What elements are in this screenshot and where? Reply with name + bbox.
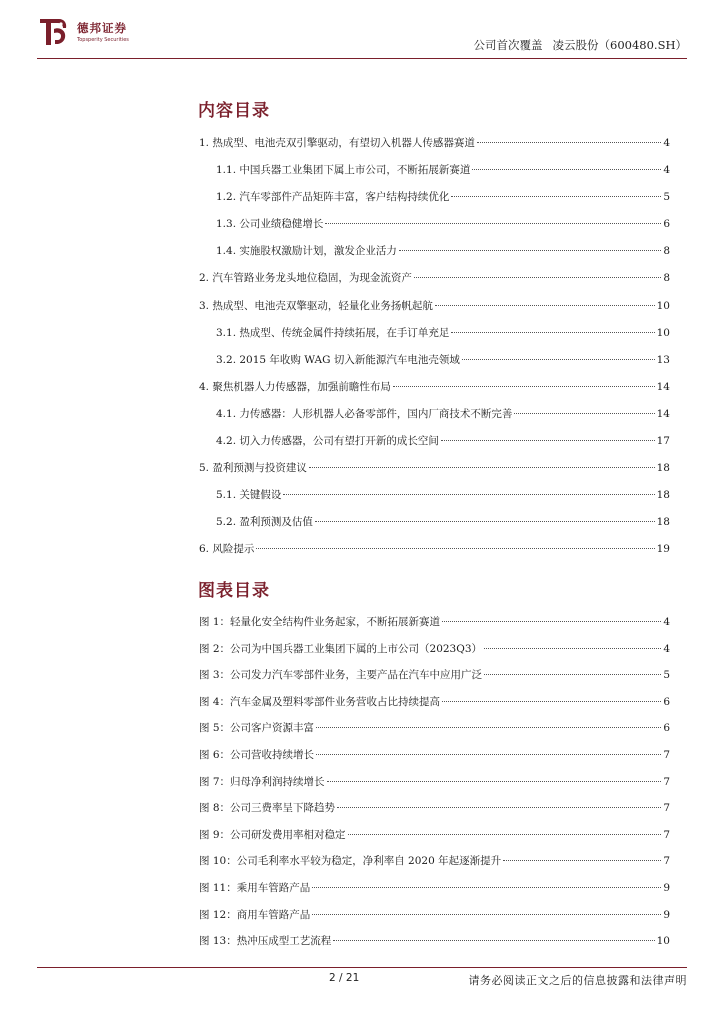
toc-item-title: 5.1. 关键假设	[216, 489, 282, 502]
toc-leader	[315, 521, 655, 522]
footer-disclaimer: 请务必阅读正文之后的信息披露和法律声明	[468, 974, 687, 987]
toc-leader	[503, 860, 661, 861]
toc-item-1-4[interactable]	[199, 243, 670, 270]
toc-item-page: 8	[663, 272, 670, 285]
figure-item-title: 图 11：乘用车管路产品	[199, 881, 311, 894]
toc-leader	[316, 754, 661, 755]
toc-item-title: 1.3. 公司业绩稳健增长	[216, 218, 324, 231]
figure-item-1[interactable]	[199, 614, 670, 641]
figure-item-page: 7	[663, 802, 670, 815]
logo-name-en: Topsperity Securities	[77, 37, 129, 43]
toc-item-title: 4. 聚焦机器人力传感器，加强前瞻性布局	[199, 380, 391, 393]
toc-leader	[337, 807, 661, 808]
toc-leader	[327, 781, 662, 782]
toc-leader	[472, 169, 661, 170]
toc-item-1-2[interactable]	[199, 189, 670, 216]
toc-item-title: 1. 热成型、电池壳双引擎驱动，有望切入机器人传感器赛道	[199, 137, 475, 149]
toc-item-title: 6. 风险提示	[199, 543, 255, 556]
figure-item-13[interactable]	[199, 933, 670, 960]
toc-leader	[348, 834, 662, 835]
toc-leader	[309, 467, 655, 468]
toc-item-6[interactable]	[199, 541, 670, 568]
toc-leader	[312, 914, 661, 915]
figure-item-title: 图 2：公司为中国兵器工业集团下属的上市公司（2023Q3）	[199, 642, 483, 655]
toc-leader	[442, 621, 661, 622]
figure-item-title: 图 13：热冲压成型工艺流程	[199, 935, 332, 948]
toc-leader	[514, 413, 654, 414]
contents-list	[199, 135, 670, 569]
company-logo	[37, 15, 147, 49]
figure-item-title: 图 12：商用车管路产品	[199, 908, 311, 921]
figure-item-title: 图 5：公司客户资源丰富	[199, 722, 315, 735]
figure-item-11[interactable]	[199, 880, 670, 907]
toc-leader	[393, 386, 655, 387]
toc-leader	[451, 332, 654, 333]
figure-item-page: 7	[663, 748, 670, 761]
figure-item-title: 图 10：公司毛利率水平较为稳定，净利率自 2020 年起逐渐提升	[199, 855, 502, 868]
toc-leader	[256, 548, 654, 549]
figure-item-page: 9	[663, 881, 670, 894]
toc-item-page: 5	[663, 191, 670, 204]
figure-item-page: 7	[663, 855, 670, 868]
figure-item-page: 7	[663, 775, 670, 788]
toc-item-1[interactable]	[199, 135, 670, 162]
toc-leader	[312, 887, 661, 888]
page-number: 2 / 21	[329, 972, 360, 984]
company-stock: 凌云股份（600480.SH）	[552, 38, 687, 52]
toc-item-title: 1.1. 中国兵器工业集团下属上市公司，不断拓展新赛道	[216, 164, 471, 177]
figure-item-page: 4	[663, 642, 670, 655]
toc-item-4-2[interactable]	[199, 433, 670, 460]
figure-item-page: 9	[663, 908, 670, 921]
figure-item-page: 6	[663, 722, 670, 735]
figure-item-title: 图 6：公司营收持续增长	[199, 748, 315, 761]
toc-item-5-1[interactable]	[199, 487, 670, 514]
toc-item-title: 3. 热成型、电池壳双擎驱动，轻量化业务扬帆起航	[199, 299, 433, 312]
toc-leader	[316, 727, 661, 728]
figure-item-title: 图 7：归母净利润持续增长	[199, 775, 325, 788]
toc-leader	[442, 701, 661, 702]
toc-item-page: 19	[656, 543, 670, 556]
toc-item-page: 8	[663, 245, 670, 258]
toc-item-5-2[interactable]	[199, 514, 670, 541]
logo-icon	[37, 15, 71, 49]
toc-item-title: 5. 盈利预测与投资建议	[199, 462, 307, 475]
figure-item-page: 10	[656, 935, 670, 948]
toc-item-page: 10	[656, 299, 670, 312]
toc-item-page: 17	[656, 435, 670, 448]
figure-item-6[interactable]	[199, 747, 670, 774]
toc-leader	[441, 440, 655, 441]
figure-item-title: 图 9：公司研发费用率相对稳定	[199, 828, 346, 841]
toc-item-page: 13	[656, 353, 670, 366]
toc-leader	[414, 277, 661, 278]
toc-item-page: 4	[663, 137, 670, 149]
toc-item-page: 14	[656, 407, 670, 420]
toc-item-page: 4	[663, 164, 670, 177]
toc-leader	[451, 196, 661, 197]
page-header	[0, 0, 724, 62]
header-report-info	[474, 37, 687, 53]
figure-item-10[interactable]	[199, 853, 670, 880]
figure-item-9[interactable]	[199, 827, 670, 854]
toc-leader	[333, 940, 654, 941]
toc-item-5[interactable]	[199, 460, 670, 487]
toc-item-1-3[interactable]	[199, 216, 670, 243]
toc-leader	[283, 494, 654, 495]
toc-item-page: 10	[656, 326, 670, 339]
header-divider	[37, 58, 687, 59]
toc-item-title: 5.2. 盈利预测及估值	[216, 516, 313, 529]
toc-item-2[interactable]	[199, 270, 670, 297]
figures-heading: 图表目录	[198, 581, 270, 601]
toc-leader	[435, 305, 655, 306]
toc-item-title: 1.2. 汽车零部件产品矩阵丰富，客户结构持续优化	[216, 191, 450, 204]
toc-item-title: 2. 汽车管路业务龙头地位稳固，为现金流资产	[199, 272, 412, 285]
toc-item-page: 6	[663, 218, 670, 231]
toc-item-page: 14	[656, 380, 670, 393]
toc-item-1-1[interactable]	[199, 162, 670, 189]
toc-leader	[399, 250, 661, 251]
figure-item-title: 图 1：轻量化安全结构件业务起家，不断拓展新赛道	[199, 616, 441, 628]
figure-item-page: 4	[663, 616, 670, 628]
contents-heading: 内容目录	[198, 101, 270, 121]
toc-leader	[484, 674, 661, 675]
toc-leader	[484, 648, 661, 649]
report-type: 公司首次覆盖	[473, 38, 543, 52]
toc-item-title: 4.2. 切入力传感器，公司有望打开新的成长空间	[216, 435, 439, 448]
toc-item-3-1[interactable]	[199, 325, 670, 352]
logo-name-cn: 德邦证券	[77, 21, 127, 35]
figure-item-12[interactable]	[199, 907, 670, 934]
toc-item-page: 18	[656, 462, 670, 475]
toc-item-title: 3.2. 2015 年收购 WAG 切入新能源汽车电池壳领域	[216, 353, 460, 366]
figure-item-page: 6	[663, 695, 670, 708]
figure-item-title: 图 3：公司发力汽车零部件业务，主要产品在汽车中应用广泛	[199, 669, 483, 682]
toc-item-4-1[interactable]	[199, 406, 670, 433]
toc-item-title: 4.1. 力传感器：人形机器人必备零部件，国内厂商技术不断完善	[216, 407, 513, 420]
toc-item-page: 18	[656, 516, 670, 529]
toc-item-title: 3.1. 热成型、传统金属件持续拓展，在手订单充足	[216, 326, 450, 339]
toc-item-4[interactable]	[199, 379, 670, 406]
footer-divider	[37, 967, 687, 968]
figure-item-8[interactable]	[199, 800, 670, 827]
figure-item-page: 5	[663, 669, 670, 682]
figure-item-7[interactable]	[199, 774, 670, 801]
figure-item-4[interactable]	[199, 694, 670, 721]
figure-item-3[interactable]	[199, 667, 670, 694]
toc-leader	[325, 223, 661, 224]
figure-item-5[interactable]	[199, 720, 670, 747]
toc-leader	[462, 359, 655, 360]
figure-item-page: 7	[663, 828, 670, 841]
toc-item-3-2[interactable]	[199, 352, 670, 379]
figures-list	[199, 614, 670, 960]
figure-item-2[interactable]	[199, 641, 670, 668]
figure-item-title: 图 4：汽车金属及塑料零部件业务营收占比持续提高	[199, 695, 441, 708]
figure-item-title: 图 8：公司三费率呈下降趋势	[199, 802, 336, 815]
toc-item-page: 18	[656, 489, 670, 502]
toc-leader	[477, 142, 661, 143]
toc-item-3[interactable]	[199, 298, 670, 325]
toc-item-title: 1.4. 实施股权激励计划，激发企业活力	[216, 245, 397, 258]
